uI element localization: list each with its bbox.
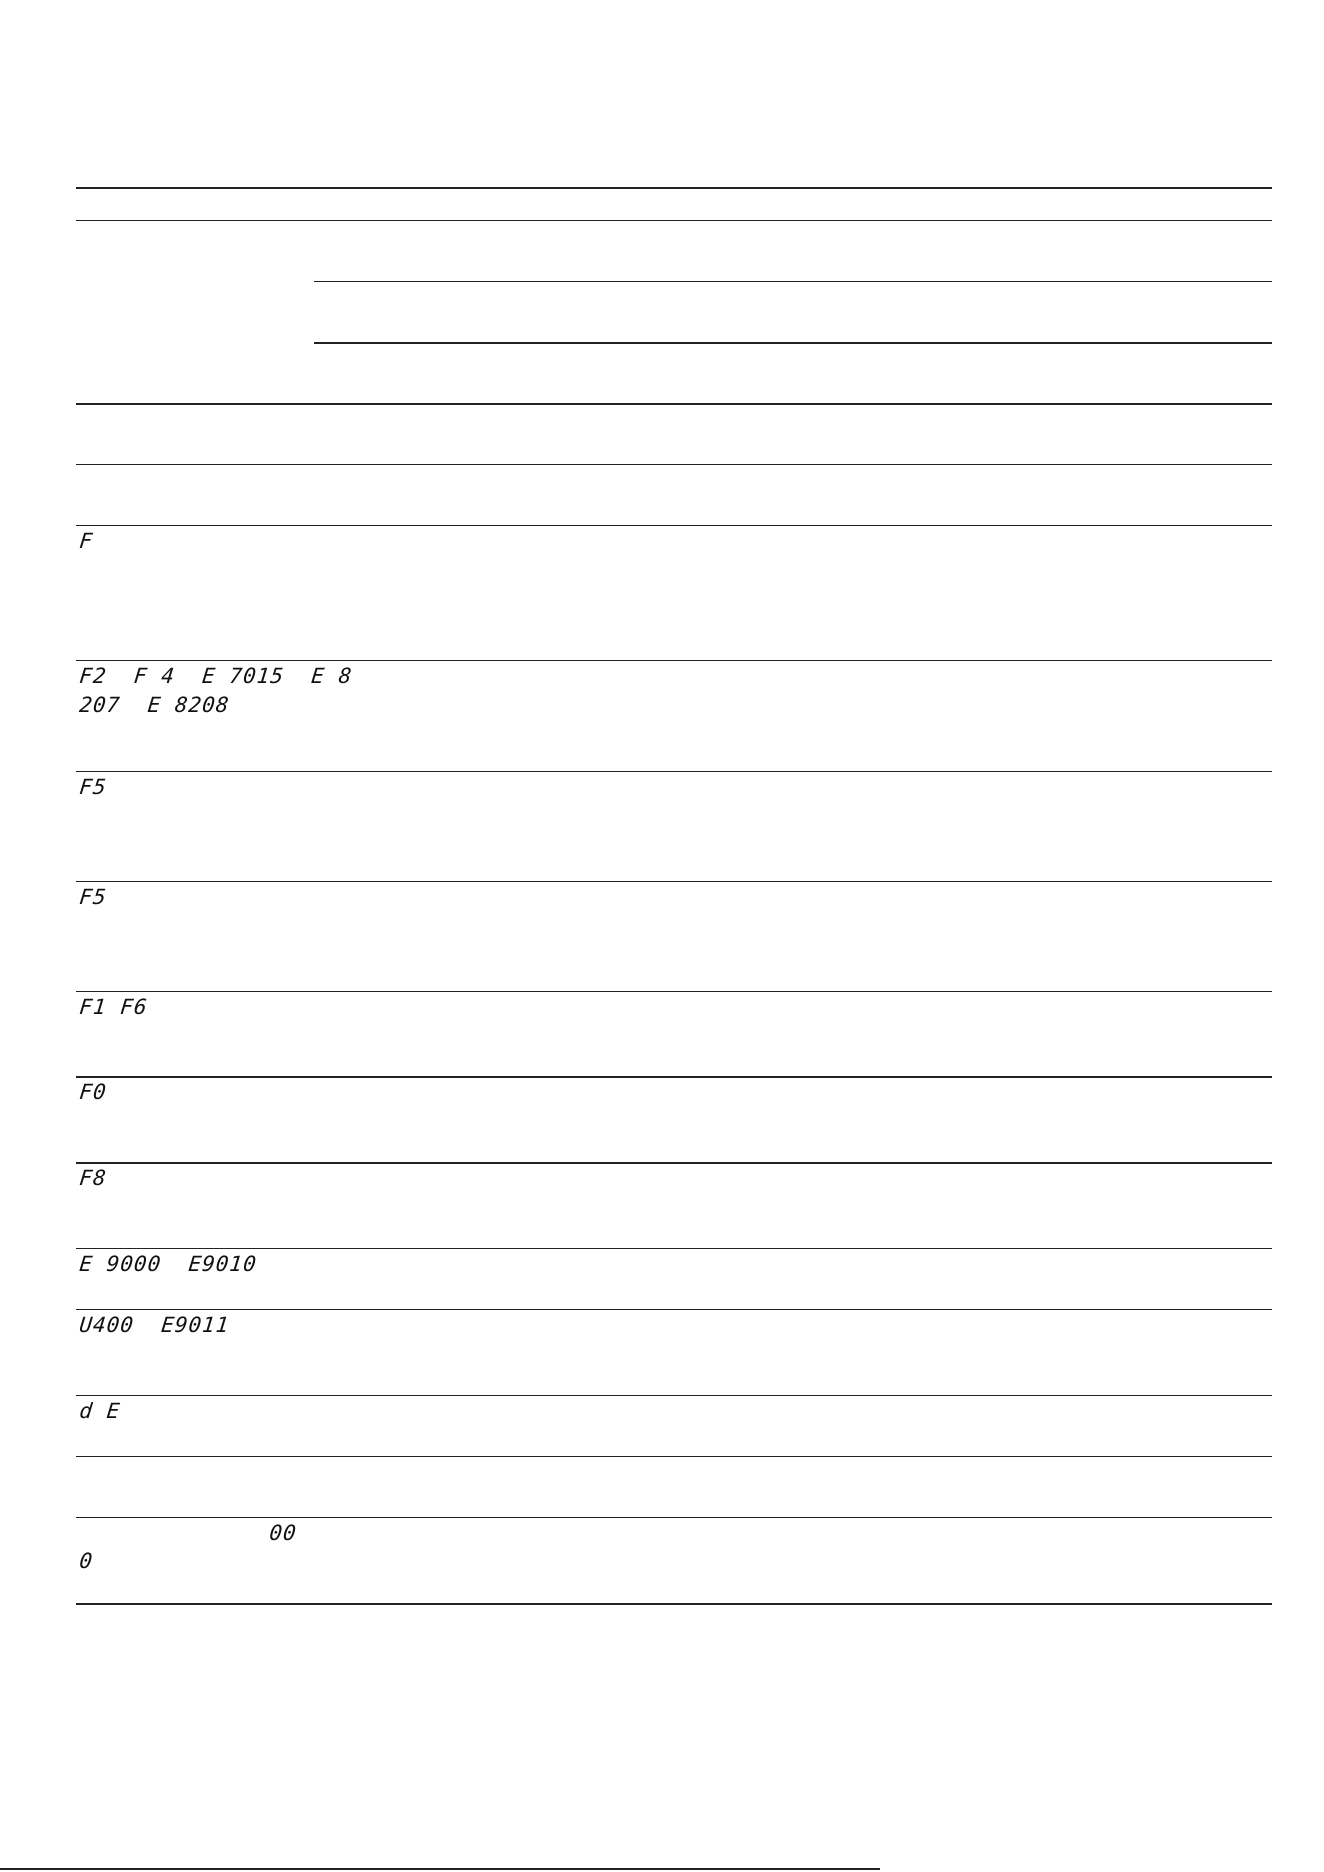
table-row-rule bbox=[76, 1309, 1272, 1310]
table-row-rule bbox=[76, 1162, 1272, 1164]
display-code-0: 0 bbox=[78, 1549, 95, 1573]
error-code-f5: F5 bbox=[78, 775, 109, 799]
table-bottom-rule bbox=[76, 1603, 1272, 1605]
table-row-rule bbox=[76, 771, 1272, 772]
table-row-rule bbox=[76, 1076, 1272, 1078]
table-row-rule bbox=[314, 281, 1272, 282]
display-code-00: 00 bbox=[268, 1521, 299, 1545]
table-row-rule bbox=[76, 660, 1272, 661]
table-row-rule bbox=[314, 342, 1272, 344]
table-row-rule bbox=[76, 525, 1272, 526]
table-row-rule bbox=[76, 1248, 1272, 1249]
table-row-rule bbox=[76, 1456, 1272, 1457]
table-row-rule bbox=[76, 991, 1272, 992]
table-row-rule bbox=[76, 881, 1272, 882]
error-code-f: F bbox=[78, 529, 95, 553]
table-row-rule bbox=[76, 403, 1272, 405]
table-row-rule bbox=[76, 464, 1272, 465]
table-header-top-rule bbox=[76, 187, 1272, 189]
page-footer-rule bbox=[0, 1868, 880, 1870]
error-code-f0: F0 bbox=[78, 1080, 109, 1104]
error-code-f2-group-cont: 207 E 8208 bbox=[78, 693, 231, 717]
error-code-f1-f6: F1 F6 bbox=[78, 995, 149, 1019]
error-code-e9000-e9010: E 9000 E9010 bbox=[78, 1252, 259, 1276]
error-code-de: d E bbox=[78, 1399, 122, 1423]
error-code-f5-second: F5 bbox=[78, 885, 109, 909]
table-header-bottom-rule bbox=[76, 220, 1272, 221]
error-code-f2-group: F2 F 4 E 7015 E 8 bbox=[78, 664, 354, 688]
table-row-rule bbox=[76, 1395, 1272, 1396]
table-row-rule bbox=[76, 1517, 1272, 1518]
error-code-f8: F8 bbox=[78, 1166, 109, 1190]
error-code-u400-e9011: U400 E9011 bbox=[78, 1313, 231, 1337]
